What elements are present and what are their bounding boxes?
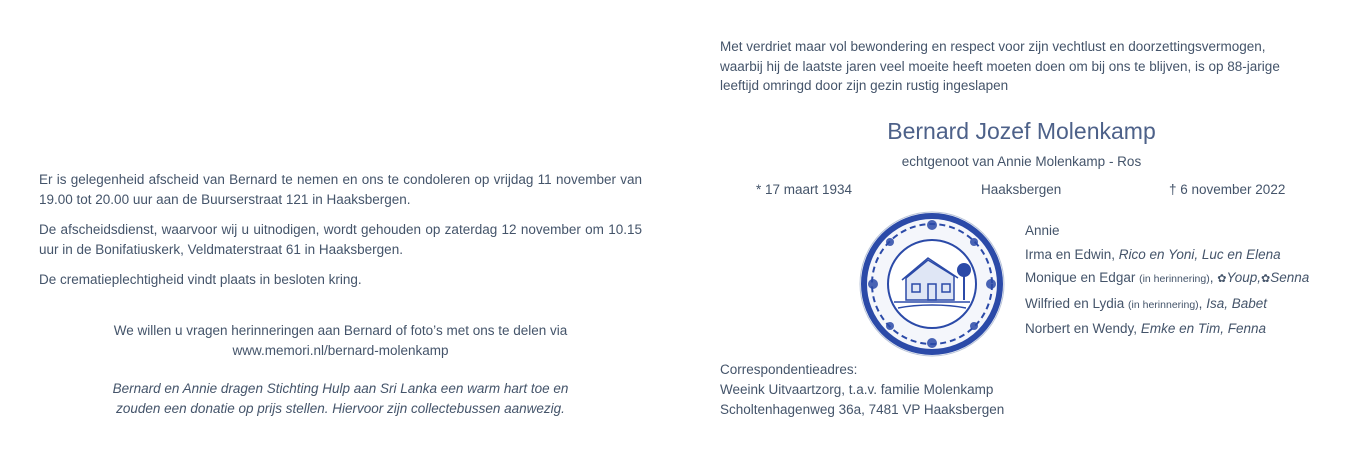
separator: , <box>1209 270 1218 285</box>
visitation-paragraph: Er is gelegenheid afscheid van Bernard te nemen en ons te condoleren op vrijdag 11 november van 19.00 tot 20.00 uur aan de Buurserstraat 121 in Haaksbergen. <box>39 172 642 207</box>
family-monique-child-1: Youp, <box>1226 270 1261 285</box>
family-norbert-parents: Norbert en Wendy, <box>1025 321 1141 336</box>
memori-url: www.memori.nl/bernard-molenkamp <box>232 342 449 358</box>
cremation-paragraph: De crematieplechtigheid vindt plaats in besloten kring. <box>39 272 362 287</box>
intro-line-2: waarbij hij de laatste jaren veel moeite heeft moeten doen om bij ons te blijven, is op 88-jarige <box>720 58 1280 74</box>
family-norbert-children: Emke en Tim, Fenna <box>1140 321 1266 336</box>
correspondence-line-1: Weeink Uitvaartzorg, t.a.v. familie Molenkamp <box>720 382 994 397</box>
donation-note <box>39 379 642 419</box>
correspondence-address <box>720 360 1004 420</box>
family-monique <box>1025 266 1345 292</box>
family-monique-parents: Monique en Edgar <box>1025 270 1140 285</box>
memories-invite <box>39 321 642 360</box>
separator: , <box>1198 295 1207 311</box>
flower-icon: ✿ <box>1260 273 1271 285</box>
spouse-line: echtgenoot van Annie Molenkamp - Ros <box>901 154 1142 169</box>
family-irma <box>1025 243 1345 267</box>
family-list <box>1025 219 1345 341</box>
intro-text <box>720 37 1323 96</box>
family-irma-children: Rico en Yoni, Luc en Elena <box>1118 246 1281 262</box>
family-norbert <box>1025 317 1345 341</box>
family-monique-child-2: Senna <box>1270 270 1310 285</box>
intro-line-1: Met verdriet maar vol bewondering en respect voor zijn vechtlust en doorzettingsvermogen, <box>720 39 1266 54</box>
in-memoriam-note: (in herinnering) <box>1128 298 1199 311</box>
family-wilfried-children: Isa, Babet <box>1206 295 1267 311</box>
correspondence-label: Correspondentieadres: <box>720 362 858 377</box>
service-paragraph: De afscheidsdienst, waarvoor wij u uitnodigen, wordt gehouden op zaterdag 12 november om 10.15 uur in de Bonifatiuskerk, Veldmaterstraat 61 in Haaksbergen. <box>39 222 642 257</box>
in-memoriam-note: (in herinnering) <box>1139 273 1210 285</box>
donation-line-2: zouden een donatie op prijs stellen. Hiervoor zijn collectebussen aanwezig. <box>116 401 565 416</box>
practical-info <box>39 170 642 301</box>
place: Haaksbergen <box>981 182 1062 197</box>
deceased-name: Bernard Jozef Molenkamp <box>887 118 1156 144</box>
flower-icon: ✿ <box>1217 273 1227 285</box>
family-wilfried <box>1025 292 1345 318</box>
intro-line-3: leeftijd omringd door zijn gezin rustig ingeslapen <box>720 78 1009 93</box>
family-irma-parents: Irma en Edwin, <box>1025 246 1119 262</box>
family-annie: Annie <box>1025 223 1060 238</box>
birth-date: * 17 maart 1934 <box>756 182 853 197</box>
invite-text: We willen u vragen herinneringen aan Bernard of foto’s met ons te delen via <box>113 323 568 338</box>
delft-plate-image <box>858 210 1006 358</box>
donation-line-1: Bernard en Annie dragen Stichting Hulp aan Sri Lanka een warm hart toe en <box>112 381 569 396</box>
correspondence-line-2: Scholtenhagenweg 36a, 7481 VP Haaksbergen <box>720 402 1005 417</box>
death-date: † 6 november 2022 <box>1169 182 1286 197</box>
family-wilfried-parents: Wilfried en Lydia <box>1025 295 1129 311</box>
